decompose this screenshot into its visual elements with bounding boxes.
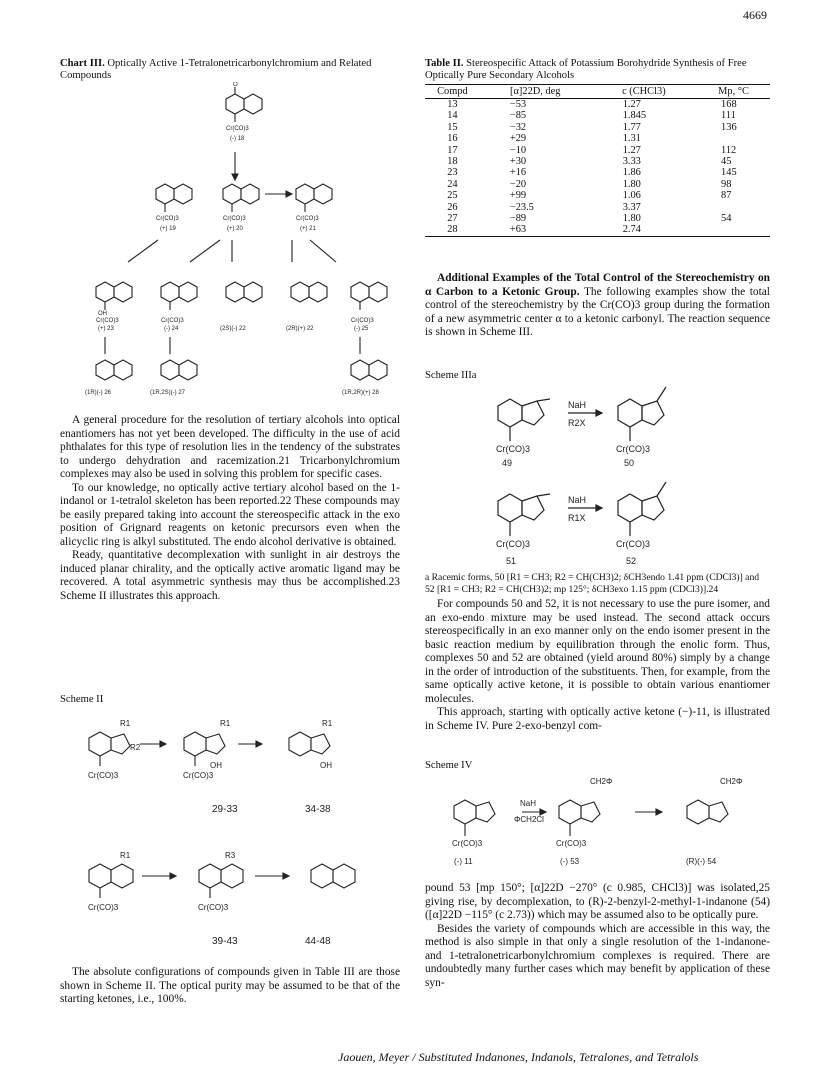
scheme-ii-range-3: 39-43 <box>212 936 238 947</box>
table-row: 14 −85 1.845 111 <box>447 110 736 122</box>
table-header-alpha: [α]22D, deg <box>480 85 591 99</box>
label-50: 50 <box>624 458 635 468</box>
table-row: 15 −32 1.77 136 <box>447 121 737 133</box>
scheme-iv-title: Scheme IV <box>425 760 473 771</box>
right-paragraph-4: pound 53 [mp 150°; [α]22D −270° (c 0.985, CHCl3)] was isolated,25 giving rise, by decomplexation, to (R)-2-benzyl-2-methyl-1-indanone (54) ([α]22D −115° (c 2.73)) which may be assumed also to be optically pure. <box>425 882 770 921</box>
compound-23 <box>96 282 132 310</box>
right-paragraph-2: For compounds 50 and 52, it is not necessary to use the pure isomer, and an exo-endo mixture may be used instead. The second attack occurs stereospecifically in an exo manner only on the endo isomer present in the basic reaction medium by equilibration through the enolic form. Thus, complexes 50 and 52 are obtained (yield around 80%) simply by a change in the order of introduction of the substituents. Then, for example, from the same optically active ketone, it is possible to obtain various enantiomer molecules. <box>425 598 770 705</box>
scheme-iii-cr-51: Cr(CO)3 <box>496 539 530 549</box>
table-row: 28 +63 2.74 <box>425 224 770 236</box>
label-24: (-) 24 <box>164 326 179 332</box>
table-ii <box>425 84 770 237</box>
right-paragraph-3: This approach, starting with optically active ketone (−)-11, is illustrated in Scheme IV. Pure 2-exo-benzyl com- <box>425 706 770 732</box>
scheme-ii-tetralone <box>89 864 133 898</box>
table-row: 25 +99 1.06 87 <box>447 190 732 202</box>
right-paragraph-1: The following examples show the total control of the stereochemistry by the Cr(CO)3 group during the formation of a new asymmetric center α to a ketonic carbonyl. The reaction sequence is shown in Scheme III. <box>425 285 770 338</box>
chart-oh-23: OH <box>98 311 107 317</box>
table-row: 17 −10 1.27 112 <box>447 144 737 156</box>
scheme-iii-reagent-bot-2: R1X <box>568 513 586 523</box>
scheme-ii-structures <box>60 706 400 956</box>
scheme-ii-range-1: 29-33 <box>212 804 238 815</box>
scheme-ii-r1-b: R1 <box>220 719 231 728</box>
label-20: (+) 20 <box>227 226 243 232</box>
scheme-ii-range-2: 34-38 <box>305 804 331 815</box>
compound-28 <box>351 360 387 380</box>
scheme-iv-reagent-1: NaH <box>520 799 537 808</box>
table-row: 16 +29 1.31 <box>447 133 641 145</box>
scheme-ii-indanol <box>289 732 330 756</box>
label-18: (-) 18 <box>230 136 245 142</box>
scheme-iii-reagent-bot-1: NaH <box>568 495 587 505</box>
label-49: 49 <box>502 458 513 468</box>
compound-54 <box>687 800 728 824</box>
scheme-iii-reagent-top-2: R2X <box>568 418 586 428</box>
scheme-ii-cr-d: Cr(CO)3 <box>88 903 119 912</box>
chart-cr-21: Cr(CO)3 <box>296 216 319 222</box>
chart-cr-18: Cr(CO)3 <box>226 126 249 132</box>
table-header-mp: Mp, °C <box>697 85 770 99</box>
scheme-ii-range-4: 44-48 <box>305 936 331 947</box>
scheme-iii-cr-50: Cr(CO)3 <box>616 444 650 454</box>
compound-20 <box>223 184 259 212</box>
scheme-iii-reagent-top-1: NaH <box>568 400 587 410</box>
right-paragraph-5: Besides the variety of compounds which are accessible in this way, the method is also simple in that only a single resolution of the 1-indanone- and 1-tetralonetricarbonylchromium complexes is required. There are undoubtedly many further cases which may benefit by application of these syn- <box>425 922 770 989</box>
scheme-iv-structures <box>430 772 770 870</box>
table-row: 27 −89 1.80 54 <box>447 213 732 225</box>
compound-22-s <box>226 282 262 302</box>
scheme-iii-cr-52: Cr(CO)3 <box>616 539 650 549</box>
compound-25 <box>351 282 387 310</box>
compound-21 <box>296 184 332 212</box>
label-28: (1R,2R)(+) 28 <box>342 390 379 396</box>
scheme-iii-footnote: a Racemic forms, 50 [R1 = CH3; R2 = CH(CH3)2; δCH3endo 1.41 ppm (CDCl3)] and 52 [R1 = CH3; R2 = CH(CH3)2; mp 125°; δCH3exo 1.15 ppm (CDCl3)].24 <box>425 572 760 595</box>
chart-cr-24: Cr(CO)3 <box>161 318 184 324</box>
chart-cr-20: Cr(CO)3 <box>223 216 246 222</box>
left-paragraph-2: To our knowledge, no optically active tertiary alcohol based on the 1-indanol or 1-tetralol skeleton has been reported.22 These compounds may be easily prepared taking into account the stereospecific attack in the exo position of Grignard reagents on ketonic precursors even when the alicyclic ring is alkyl substituted. The endo alcohol derivative is obtained. <box>60 481 400 548</box>
scheme-iv-cr-53: Cr(CO)3 <box>556 839 587 848</box>
section-heading: Additional Examples of the Total Control of the Stereochemistry on α Carbon to a Ketonic Group. <box>425 272 770 298</box>
left-paragraph-1: A general procedure for the resolution of tertiary alcohols into optical enantiomers has not yet been developed. The difficulty in the use of acid phthalates for this type of resolution lies in the tendency of the substrates to undergo dehydration and racemization.21 Tricarbonylchromium complexes may also be used in solving this problem for specific cases. <box>60 414 400 480</box>
right-column-intro <box>425 272 770 340</box>
scheme-ii-indanone <box>89 732 130 766</box>
table-caption-label: Table II. <box>425 58 464 69</box>
right-column-tail <box>425 882 770 990</box>
label-27: (1R,2S)(-) 27 <box>150 390 186 396</box>
compound-11 <box>454 800 495 836</box>
compound-49 <box>498 399 550 441</box>
running-footer: Jaouen, Meyer / Substituted Indanones, Indanols, Tetralones, and Tetralols <box>338 1050 699 1064</box>
label-19: (+) 19 <box>160 226 176 232</box>
scheme-ii-r1-c: R1 <box>322 719 333 728</box>
label-52: 52 <box>626 556 637 566</box>
label-51: 51 <box>506 556 517 566</box>
compound-19 <box>156 184 192 212</box>
page-number: 4669 <box>743 8 767 22</box>
scheme-ii-cr-e: Cr(CO)3 <box>198 903 229 912</box>
left-bottom-paragraph: The absolute configurations of compounds given in Table III are those shown in Scheme II. The optical purity may be assumed to be that of the starting ketones, i.e., 100%. <box>60 966 400 1005</box>
table-row: 18 +30 3.33 45 <box>447 156 732 168</box>
compound-27 <box>161 360 197 380</box>
scheme-ii-cr-a: Cr(CO)3 <box>88 771 119 780</box>
table-row: 13 −53 1.27 168 <box>447 99 737 110</box>
left-bottom-text <box>60 966 400 1007</box>
scheme-iii-structures <box>440 378 760 570</box>
scheme-ii-r3-e: R3 <box>225 851 236 860</box>
left-column-text <box>60 414 400 603</box>
compound-50 <box>618 387 666 441</box>
label-21: (+) 21 <box>300 226 316 232</box>
scheme-iii-title: Scheme IIIa <box>425 370 477 381</box>
compound-53 <box>559 800 600 836</box>
scheme-iii-cr-49: Cr(CO)3 <box>496 444 530 454</box>
table-caption-text: Stereospecific Attack of Potassium Borohydride Synthesis of Free Optically Pure Secondary Alcohols <box>425 58 747 81</box>
scheme-iv-cr-11: Cr(CO)3 <box>452 839 483 848</box>
chart-caption-text: Optically Active 1-Tetralonetricarbonylchromium and Related Compounds <box>60 58 372 81</box>
label-53: (-) 53 <box>560 857 580 866</box>
table-row: 26 −23.5 3.37 <box>447 201 641 213</box>
right-column-body <box>425 598 770 733</box>
left-paragraph-3: Ready, quantitative decomplexation with sunlight in air destroys the induced planar chirality, and the optically active aromatic ligand may be recovered. A total asymmetric synthesis may thus be accomplished.23 Scheme II illustrates this approach. <box>60 549 400 602</box>
chart-cr-19: Cr(CO)3 <box>156 216 179 222</box>
table-row: 24 −20 1.80 98 <box>447 178 732 190</box>
scheme-iv-ch2phi-a: CH2Φ <box>590 777 613 786</box>
scheme-ii-r1-a: R1 <box>120 719 131 728</box>
scheme-ii-tetralol-complex <box>199 864 243 898</box>
scheme-iv-reagent-2: ΦCH2Cl <box>514 815 544 824</box>
table-row: 23 +16 1.86 145 <box>447 167 737 179</box>
label-54: (R)(-) 54 <box>686 857 717 866</box>
label-26: (1R)(-) 26 <box>85 390 112 396</box>
scheme-ii-r2-a: R2 <box>130 743 141 752</box>
compound-22-r <box>291 282 327 302</box>
scheme-ii-title: Scheme II <box>60 694 104 705</box>
scheme-ii-r1-d: R1 <box>120 851 131 860</box>
chart-cr-25: Cr(CO)3 <box>351 318 374 324</box>
compound-24 <box>161 282 197 310</box>
scheme-ii-cr-b: Cr(CO)3 <box>183 771 214 780</box>
compound-18 <box>226 87 262 122</box>
table-header-compd: Compd <box>425 85 480 99</box>
table-header-c: c (CHCl3) <box>591 85 697 99</box>
scheme-ii-oh-c: OH <box>320 761 332 770</box>
compound-51 <box>498 494 550 536</box>
chart-caption-label: Chart III. <box>60 58 105 69</box>
scheme-ii-tetralol <box>311 864 355 888</box>
label-23: (+) 23 <box>98 326 114 332</box>
label-11: (-) 11 <box>454 857 473 866</box>
chart-iii-structures <box>60 82 400 402</box>
label-25: (-) 25 <box>354 326 369 332</box>
chart-o-label: O <box>233 82 238 88</box>
table-caption <box>425 58 770 82</box>
chart-cr-23: Cr(CO)3 <box>96 318 119 324</box>
scheme-ii-oh-b: OH <box>210 761 222 770</box>
chart-caption <box>60 58 400 82</box>
label-22-r: (2R)(+) 22 <box>286 326 314 332</box>
scheme-iv-ch2phi-b: CH2Φ <box>720 777 743 786</box>
label-22-s: (2S)(-) 22 <box>220 326 246 332</box>
compound-52 <box>618 482 666 536</box>
compound-26 <box>96 360 132 380</box>
